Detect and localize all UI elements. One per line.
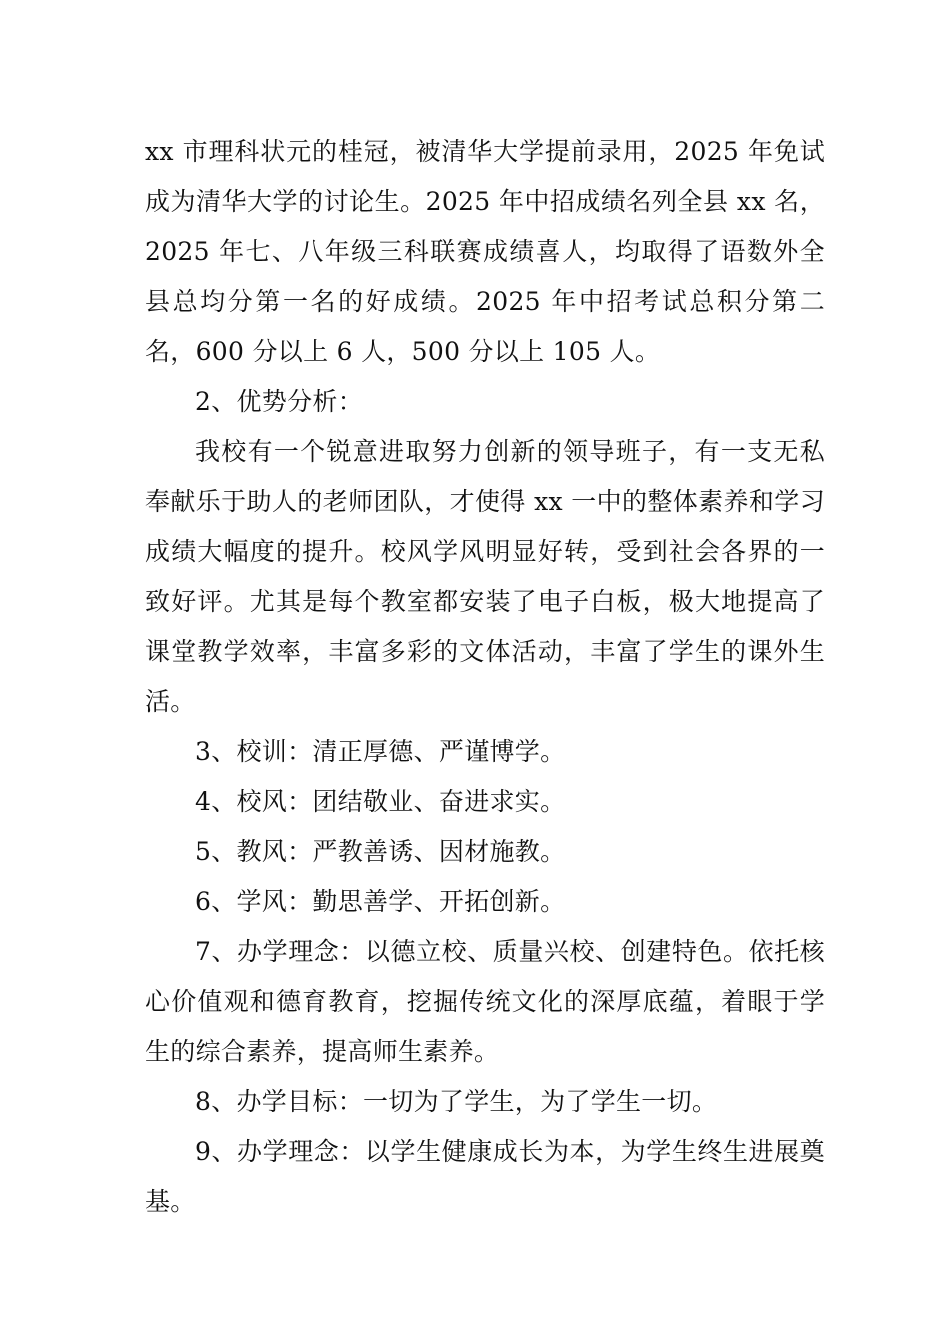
item-educational-philosophy: 7、办学理念：以德立校、质量兴校、创建特色。依托核心价值观和德育教育，挖掘传统文化的深厚底蕴，着眼于学生的综合素养，提高师生素养。 [145, 937, 825, 1066]
item-educational-goal: 8、办学目标：一切为了学生，为了学生一切。 [195, 1087, 718, 1116]
paragraph-advantage-analysis: 我校有一个锐意进取努力创新的领导班子，有一支无私奉献乐于助人的老师团队，才使得 xx 一中的整体素养和学习成绩大幅度的提升。校风学风明显好转，受到社会各界的一致好评。尤其是每个教室都安装了电子白板，极大地提高了课堂教学效率，丰富多彩的文体活动，丰富了学生的课外生活。 [145, 437, 825, 716]
item-school-spirit: 4、校风：团结敬业、奋进求实。 [195, 787, 566, 816]
item-school-motto: 3、校训：清正厚德、严谨博学。 [195, 737, 566, 766]
item-teaching-style: 5、教风：严教善诱、因材施教。 [195, 837, 566, 866]
document-body [145, 127, 825, 1227]
item-study-style: 6、学风：勤思善学、开拓创新。 [195, 887, 566, 916]
heading-advantage-analysis: 2、优势分析： [195, 387, 364, 416]
paragraph-achievements: xx 市理科状元的桂冠，被清华大学提前录用，2025 年免试成为清华大学的讨论生。2025 年中招成绩名列全县 xx 名，2025 年七、八年级三科联赛成绩喜人，均取得了语数外全县总均分第一名的好成绩。2025 年中招考试总积分第二名，600 分以上 6 人，500 分以上 105 人。 [145, 137, 825, 366]
item-educational-philosophy-2: 9、办学理念：以学生健康成长为本，为学生终生进展奠基。 [145, 1137, 825, 1216]
